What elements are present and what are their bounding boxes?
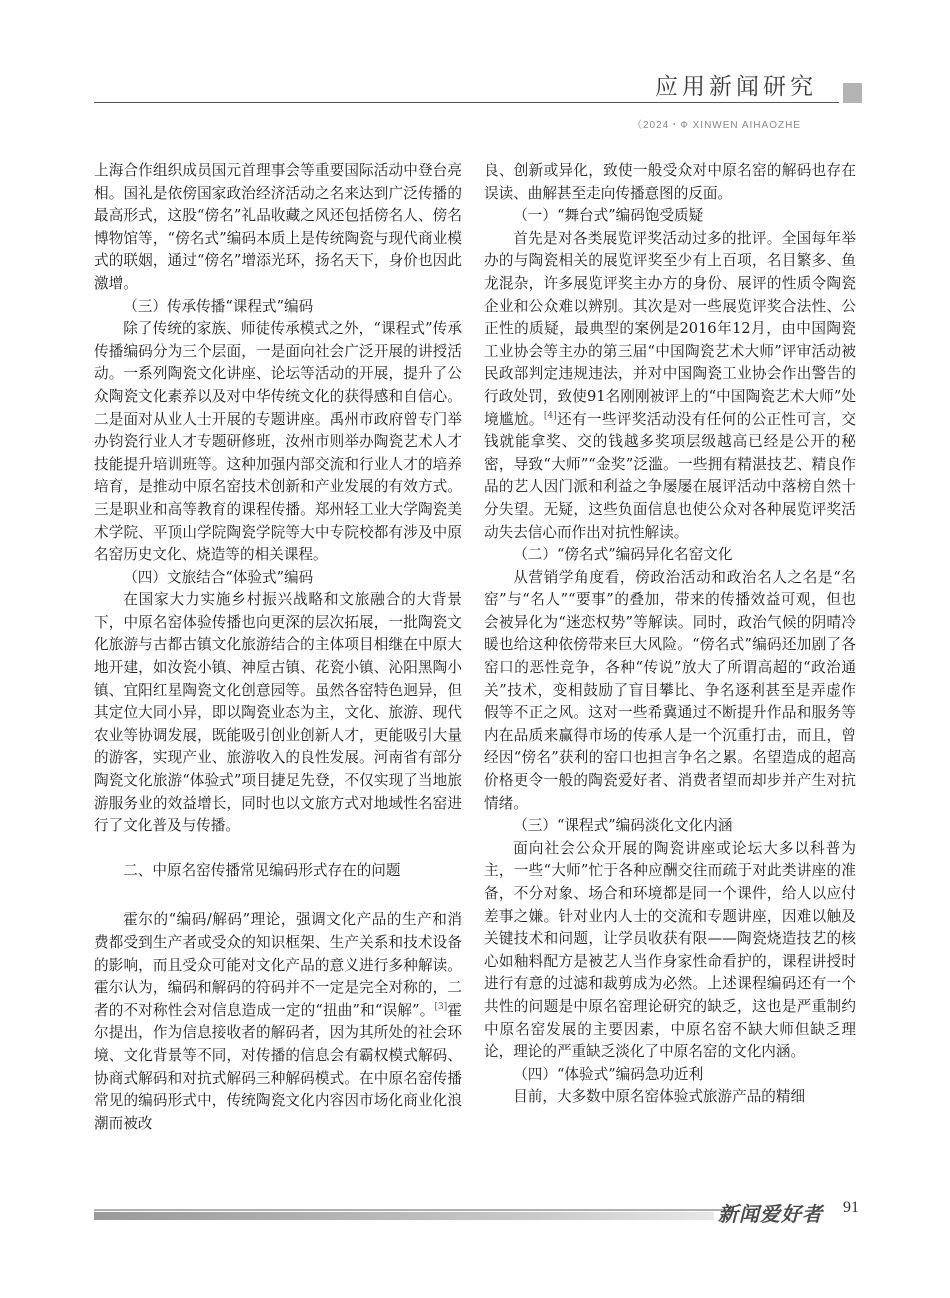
header-rule (94, 102, 839, 103)
left-column (94, 160, 462, 1135)
reference-mark: [3] (434, 1001, 448, 1012)
reference-mark: [4] (543, 410, 557, 421)
right-paragraph-2b: 还有一些评奖活动没有任何的公正性可言，交钱就能拿奖、交的钱越多奖项层级越高已经是公开的秘密，导致“大师”“金奖”泛滥。一些拥有精湛技艺、精良作品的艺人因门派和利益之争屡屡在展评活动中落榜自然十分失望。无疑，这些负面信息也使公众对各种展览评奖活动失去信心而作出对抗性解读。 (484, 410, 856, 541)
right-paragraph-4: 面向社会公众开展的陶瓷讲座或论坛大多以科普为主，一些“大师”忙于各种应酬交往而疏于对此类讲座的准备，不分对象、场合和环境都是同一个课件，给人以应付差事之嫌。针对业内人士的交流和专题讲座，因难以触及关键技术和问题，让学员收获有限——陶瓷烧造技艺的核心如釉料配方是被艺人当作身家性命看护的，课程讲授时进行有意的过滤和裁剪成为必然。上述课程编码还有一个共性的问题是中原名窑理论研究的缺乏，这也是严重制约中原名窑发展的主要因素，中原名窑不缺大师但缺乏理论，理论的严重缺乏淡化了中原名窑的文化内涵。 (484, 839, 856, 1061)
right-column (484, 160, 856, 1109)
right-paragraph-5: 目前，大多数中原名窑体验式旅游产品的精细 (513, 1088, 806, 1106)
subheading-name-style: （二）“傍名式”编码异化名窑文化 (513, 546, 733, 564)
right-paragraph-1: 良、创新或异化，致使一般受众对中原名窑的解码也存在误读、曲解甚至走向传播意图的反面。 (484, 162, 856, 202)
section-title: 应用新闻研究 (655, 74, 817, 100)
subheading-experience-style: （四）文旅结合“体验式”编码 (123, 568, 314, 586)
left-paragraph-1: 上海合作组织成员国元首理事会等重要国际活动中登台亮相。国礼是依傍国家政治经济活动之名来达到广泛传播的最高形式，这股“傍名”礼品收藏之风还包括傍名人、傍名博物馆等，“傍名式”编码本质上是传统陶瓷与现代商业模式的联姻，通过“傍名”增添光环，扬名天下，身价也因此激增。 (94, 162, 462, 292)
left-paragraph-4 (94, 909, 462, 1135)
footer-bar (94, 1212, 714, 1220)
left-paragraph-4a: 霍尔的“编码/解码”理论，强调文化产品的生产和消费都受到生产者或受众的知识框架、生产关系和技术设备的影响，而且受众可能对文化产品的意义进行多种解读。霍尔认为，编码和解码的符码并不一定是完全对称的，二者的不对称性会对信息造成一定的“扭曲”和“误解”。 (94, 911, 462, 1019)
footer-logo: 新闻爱好者 (718, 1202, 823, 1226)
footer-bar-line (94, 1209, 734, 1211)
subheading-course-style: （三）传承传播“课程式”编码 (123, 297, 314, 315)
right-paragraph-3: 从营销学角度看，傍政治活动和政治名人之名是“名窑”与“名人”“要事”的叠加，带来的传播效益可观，但也会被异化为“迷恋权势”等解读。同时，政治气候的阴晴冷暖也给这种依傍带来巨大风险。“傍名式”编码还加剧了各窑口的恶性竞争，各种“传说”放大了所谓高超的“政治通关”技术，变相鼓励了盲目攀比、争名逐利甚至是弄虚作假等不正之风。这对一些希冀通过不断提升作品和服务等内在品质来赢得市场的传承人是一个沉重打击，而且，曾经因“傍名”获利的窑口也担言争名之累。名望造成的超高价格更令一般的陶瓷爱好者、消费者望而却步并产生对抗情绪。 (484, 568, 856, 812)
right-paragraph-2a: 首先是对各类展览评奖活动过多的批评。全国每年举办的与陶瓷相关的展览评奖至少有上百项，名目繁多、鱼龙混杂，许多展览评奖主办方的身份、展评的性质令陶瓷企业和公众难以辨别。其次是对一些展览评奖合法性、公正性的质疑，最典型的案例是2016年12月，由中国陶瓷工业协会等主办的第三届“中国陶瓷艺术大师”评审活动被民政部判定违规违法，并对中国陶瓷工业协会作出警告的行政处罚，致使91名刚刚被评上的“中国陶瓷艺术大师”处境尴尬。 (484, 229, 856, 428)
left-paragraph-2: 除了传统的家族、师徒传承模式之外，“课程式”传承传播编码分为三个层面，一是面向社会广泛开展的讲授活动。一系列陶瓷文化讲座、论坛等活动的开展，提升了公众陶瓷文化素养以及对中华传统文化的获得感和自信心。二是面对从业人士开展的专题讲座。禹州市政府曾专门举办钧瓷行业人才专题研修班，汝州市则举办陶瓷艺术人才技能提升培训班等。这种加强内部交流和行业人才的培养培育，是推动中原名窑技术创新和产业发展的有效方式。三是职业和高等教育的课程传播。郑州轻工业大学陶瓷美术学院、平顶山学院陶瓷学院等大中专院校都有涉及中原名窑历史文化、烧造等的相关课程。 (94, 320, 462, 564)
left-paragraph-3: 在国家大力实施乡村振兴战略和文旅融合的大背景下，中原名窑体验传播也向更深的层次拓展，一批陶瓷文化旅游与古都古镇文化旅游结合的主体项目相继在中原大地开建，如汝瓷小镇、神垕古镇、花瓷小镇、沁阳黑陶小镇、宜阳红星陶瓷文化创意园等。虽然各窑特色迥异，但其定位大同小异，即以陶瓷业态为主，文化、旅游、现代农业等协调发展，既能吸引创业创新人才，更能吸引大量的游客，实现产业、旅游收入的良性发展。河南省有部分陶瓷文化旅游“体验式”项目捷足先登，不仅实现了当地旅游服务业的效益增长，同时也以文旅方式对地域性名窑进行了文化普及与传播。 (94, 591, 462, 835)
page-number: 91 (843, 1199, 859, 1216)
right-paragraph-2 (484, 228, 856, 544)
header-block (843, 83, 862, 103)
subheading-experience-style-issue: （四）“体验式”编码急功近利 (513, 1065, 704, 1083)
left-paragraph-4b: 霍尔提出，作为信息接收者的解码者，因为其所处的社会环境、文化背景等不同，对传播的信息会有霸权模式解码、协商式解码和对抗式解码三种解码模式。在中原名窑传播常见的编码形式中，传统陶瓷文化内容因市场化商业化浪潮而被改 (94, 1001, 462, 1132)
journal-issue: （2024・Ф XINWEN AIHAOZHE (632, 120, 801, 131)
subheading-course-style-issue: （三）“课程式”编码淡化文化内涵 (513, 817, 733, 835)
subheading-stage-style: （一）“舞台式”编码饱受质疑 (513, 207, 704, 225)
section-heading-2: 二、中原名窑传播常见编码形式存在的问题 (123, 861, 401, 879)
